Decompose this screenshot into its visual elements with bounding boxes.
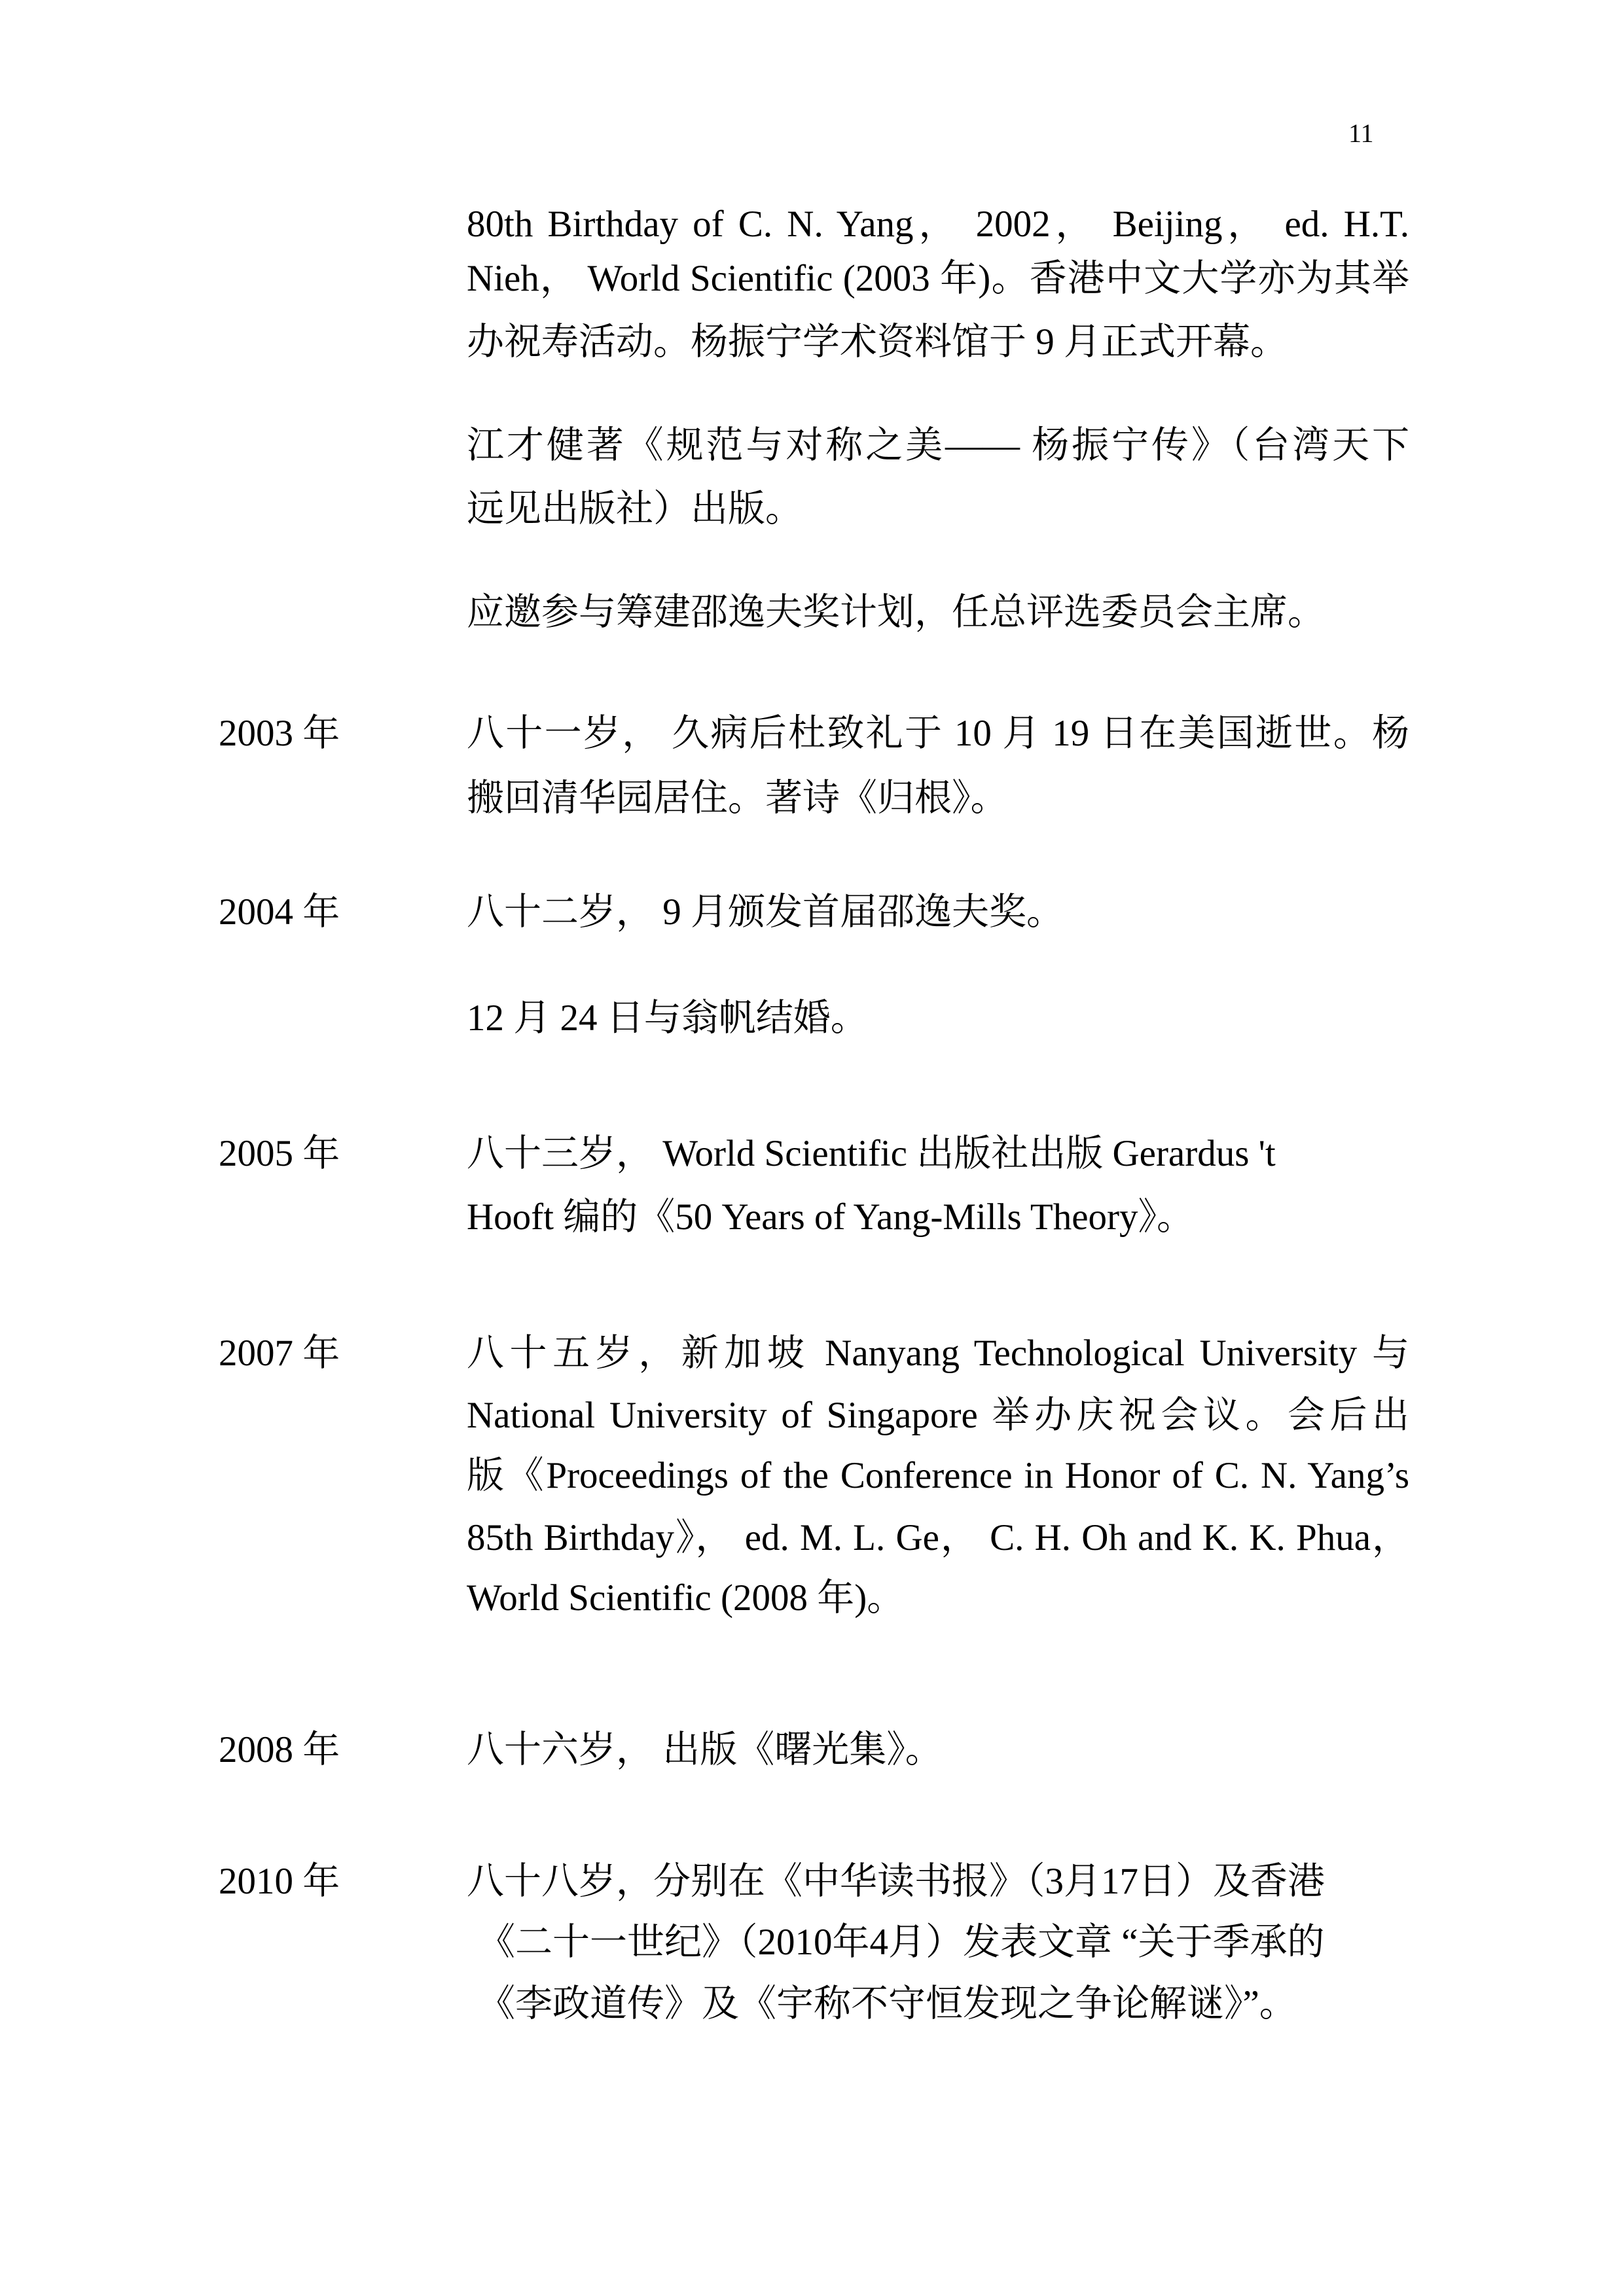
entry-text-line: Hooft 编的《50 Years of Yang-Mills Theory》。 bbox=[467, 1196, 1194, 1238]
entry-year: 2010 年 bbox=[219, 1861, 340, 1902]
entry-text-line: 八十八岁，分别在《中华读书报》（3月17日）及香港 bbox=[467, 1861, 1325, 1902]
entry-text-line: 八十五岁，新加坡 Nanyang Technological University 与 bbox=[467, 1333, 1409, 1374]
entry-text-line: 《李政道传》及《宇称不守恒发现之争论解谜》”。 bbox=[478, 1983, 1297, 2024]
entry-year: 2003 年 bbox=[219, 713, 340, 754]
entry-year: 2005 年 bbox=[219, 1133, 340, 1174]
entry-text-line: 八十二岁， 9 月颁发首届邵逸夫奖。 bbox=[467, 891, 1064, 933]
entry-text-line: 远见出版社）出版。 bbox=[467, 488, 803, 529]
entry-text-line: 80th Birthday of C. N. Yang， 2002， Beijing， ed. H.T. bbox=[467, 204, 1409, 245]
entry-text-line: World Scientific (2008 年)。 bbox=[467, 1577, 905, 1619]
entry-year: 2004 年 bbox=[219, 891, 340, 933]
entry-text-line: National University of Singapore 举办庆祝会议。会后出 bbox=[467, 1395, 1409, 1436]
entry-text-line: 搬回清华园居住。著诗《归根》。 bbox=[467, 778, 1008, 819]
entry-text-line: 八十一岁， 久病后杜致礼于 10 月 19 日在美国逝世。杨 bbox=[467, 713, 1409, 754]
page-number: 11 bbox=[1348, 118, 1374, 148]
entry-text-line: 《二十一世纪》（2010年4月）发表文章 “关于季承的 bbox=[478, 1922, 1325, 1963]
entry-text-line: 版《Proceedings of the Conference in Honor of C. N. Yang’s bbox=[467, 1455, 1409, 1496]
entry-text-line: 应邀参与筹建邵逸夫奖计划，任总评选委员会主席。 bbox=[467, 592, 1325, 633]
entry-text-line: 八十六岁， 出版《曙光集》。 bbox=[467, 1729, 943, 1770]
entry-text-line: 八十三岁， World Scientific 出版社出版 Gerardus 't bbox=[467, 1133, 1276, 1174]
entry-text-line: 85th Birthday》， ed. M. L. Ge， C. H. Oh and K. K. Phua， bbox=[467, 1517, 1409, 1558]
entry-text-line: 12 月 24 日与翁帆结婚。 bbox=[467, 997, 868, 1039]
entry-year: 2008 年 bbox=[219, 1729, 340, 1770]
entry-text-line: 江才健著《规范与对称之美—— 杨振宁传》（台湾天下 bbox=[467, 425, 1409, 466]
entry-text-line: 办祝寿活动。杨振宁学术资料馆于 9 月正式开幕。 bbox=[467, 321, 1288, 363]
entry-text-line: Nieh， World Scientific (2003 年)。香港中文大学亦为其举 bbox=[467, 258, 1409, 299]
entry-year: 2007 年 bbox=[219, 1333, 340, 1374]
